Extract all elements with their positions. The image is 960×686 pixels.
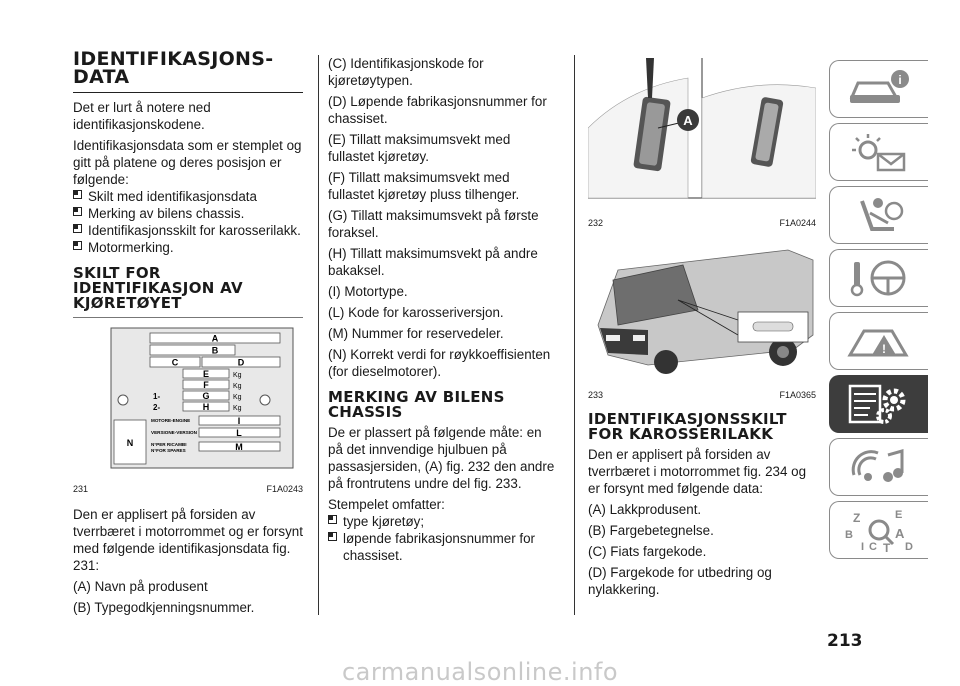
plate-field-g: G — [202, 391, 210, 401]
figure-232 — [588, 58, 816, 232]
list-item: (B) Typegodkjenningsnummer. — [73, 600, 255, 615]
plate-field-c: C — [171, 357, 179, 368]
engine-label: MOTORE-ENGINE — [151, 418, 191, 423]
plates-paragraph: Identifikasjonsdata som er stemplet og gitt på platene og deres posisjon er følgende: — [73, 138, 302, 187]
spares-label-1: N°PER RICAMBI — [151, 442, 187, 447]
section-heading-identification: IDENTIFIKASJONS-DATA — [73, 50, 303, 93]
plate-field-a: A — [211, 333, 219, 344]
bullet-icon — [328, 515, 337, 524]
identification-list — [73, 188, 303, 256]
figure-code: F1A0243 — [266, 484, 303, 494]
svg-text:C: C — [869, 541, 877, 553]
callout-a-label: A — [683, 113, 693, 128]
plate-field-d: D — [237, 357, 245, 368]
plate-field-m: M — [235, 442, 243, 452]
svg-text:i: i — [898, 73, 902, 87]
plate-field-l: L — [236, 428, 242, 438]
bullet-icon — [73, 241, 82, 250]
list-item: (H) Tillatt maksimumsvekt på andre bakaksel. — [328, 246, 538, 278]
column-2 — [328, 55, 558, 566]
chapter-tabs — [829, 60, 928, 559]
plate-field-n: N — [126, 438, 134, 448]
key-steering-icon — [844, 256, 914, 300]
list-item: (L) Kode for karosseriversjon. — [328, 305, 504, 320]
watermark: carmanualsonline.info — [341, 658, 619, 686]
kg-label: Kg — [233, 405, 242, 412]
tab-warning-lights[interactable] — [829, 123, 928, 181]
tab-specifications[interactable] — [829, 375, 928, 433]
plate-field-e: E — [202, 369, 210, 379]
airbag-seat-icon — [844, 193, 914, 237]
tab-index[interactable] — [829, 501, 928, 559]
list-item: (D) Løpende fabrikasjonsnummer for chassiset. — [328, 94, 547, 126]
version-label: VERSIONE-VERSION — [151, 430, 197, 435]
page-number: 213 — [827, 631, 863, 651]
list-item: Skilt med identifikasjonsdata — [73, 188, 303, 205]
column-3 — [588, 58, 816, 602]
figure-caption-232 — [588, 215, 816, 232]
tab-emergency[interactable] — [829, 312, 928, 370]
column-divider-1 — [318, 55, 319, 615]
plate-field-f: F — [203, 380, 209, 390]
column-divider-2 — [574, 55, 575, 615]
svg-text:T: T — [883, 541, 891, 554]
identification-plate-illustration — [73, 324, 303, 474]
list-item: Identifikasjonsskilt for karosserilakk. — [73, 222, 303, 239]
list-item: (F) Tillatt maksimumsvekt med fullastet kjøretøy pluss tilhenger. — [328, 170, 520, 202]
kg-label: Kg — [233, 383, 242, 390]
bullet-icon — [73, 224, 82, 233]
list-item: (N) Korrekt verdi for røykkoeffisienten (for dieselmotorer). — [328, 347, 551, 379]
section-heading-chassis: MERKING AV BILENS CHASSIS — [328, 388, 505, 421]
list-item: (D) Fargekode for utbedring og nylakkering. — [588, 565, 772, 597]
stamp-list — [328, 513, 558, 564]
svg-text:E: E — [895, 509, 903, 521]
svg-text:D: D — [905, 541, 913, 553]
bullet-icon — [73, 190, 82, 199]
chassis-paragraph: De er plassert på følgende måte: en på det innvendige hjulbuen på passasjersiden, (A) fig. 232 den andre på frontrutens undre del fig. 233. — [328, 425, 555, 491]
section-heading-paint-plate: IDENTIFIKASJONSSKILT FOR KAROSSERILAKK — [588, 410, 787, 443]
svg-text:Z: Z — [853, 511, 861, 525]
figure-number: 233 — [588, 390, 604, 400]
index-letters-icon — [839, 506, 919, 554]
plate-field-i: I — [237, 416, 241, 426]
figure-code: F1A0365 — [779, 390, 816, 400]
column-1 — [73, 50, 303, 620]
section-heading-vehicle-plate: SKILT FOR IDENTIFIKASJON AV KJØRETØYET — [73, 266, 303, 318]
list-item: (I) Motortype. — [328, 284, 408, 299]
axle-2-label: 2- — [153, 403, 161, 412]
list-item: type kjøretøy; — [328, 513, 558, 530]
intro-paragraph: Det er lurt å notere ned identifikasjonskodene. — [73, 100, 211, 132]
bullet-icon — [328, 532, 337, 541]
list-item: (G) Tillatt maksimumsvekt på første foraksel. — [328, 208, 539, 240]
plate-field-h: H — [202, 402, 210, 412]
tab-safety[interactable] — [829, 186, 928, 244]
tab-multimedia[interactable] — [829, 438, 928, 496]
list-item: (A) Lakkprodusent. — [588, 502, 702, 517]
stamp-paragraph: Stempelet omfatter: — [328, 497, 445, 512]
tab-car-info[interactable] — [829, 60, 928, 118]
multimedia-icon — [844, 445, 914, 489]
chassis-marking-illustration — [588, 58, 816, 208]
figure-number: 232 — [588, 218, 604, 228]
list-item: (C) Fiats fargekode. — [588, 544, 707, 559]
axle-1-label: 1- — [153, 392, 161, 401]
figure-number: 231 — [73, 484, 89, 494]
figure-233 — [588, 240, 816, 404]
list-item: (C) Identifikasjonskode for kjøretøytypen. — [328, 56, 484, 88]
plate-location-paragraph: Den er applisert på forsiden av tverrbæret i motorrommet og er forsynt med følgende identifikasjonsdata fig. 231: — [73, 507, 303, 573]
car-info-icon — [844, 67, 914, 111]
list-item: Motormerking. — [73, 239, 303, 256]
list-item: (E) Tillatt maksimumsvekt med fullastet kjøretøy. — [328, 132, 511, 164]
list-item: løpende fabrikasjonsnummer for chassiset. — [328, 530, 558, 564]
paint-plate-paragraph: Den er applisert på forsiden av tverrbæret i motorrommet fig. 234 og er forsynt med følgende data: — [588, 447, 807, 496]
warning-lights-icon — [844, 130, 914, 174]
svg-text:!: ! — [882, 342, 886, 356]
road-warning-icon — [844, 319, 914, 363]
specifications-gear-icon — [844, 382, 914, 426]
van-illustration — [588, 240, 816, 380]
figure-caption-233 — [588, 387, 816, 404]
kg-label: Kg — [233, 394, 242, 401]
plate-field-b: B — [211, 345, 219, 356]
svg-text:I: I — [861, 541, 865, 553]
kg-label: Kg — [233, 372, 242, 379]
figure-code: F1A0244 — [779, 218, 816, 228]
list-item: (A) Navn på produsent — [73, 579, 208, 594]
figure-231 — [73, 324, 303, 498]
list-item: (B) Fargebetegnelse. — [588, 523, 714, 538]
list-item: (M) Nummer for reservedeler. — [328, 326, 504, 341]
spares-label-2: N°FOR SPARES — [151, 448, 186, 453]
figure-caption-231 — [73, 481, 303, 498]
svg-text:A: A — [895, 526, 905, 541]
tab-starting-driving[interactable] — [829, 249, 928, 307]
list-item: Merking av bilens chassis. — [73, 205, 303, 222]
bullet-icon — [73, 207, 82, 216]
svg-text:B: B — [845, 529, 853, 541]
